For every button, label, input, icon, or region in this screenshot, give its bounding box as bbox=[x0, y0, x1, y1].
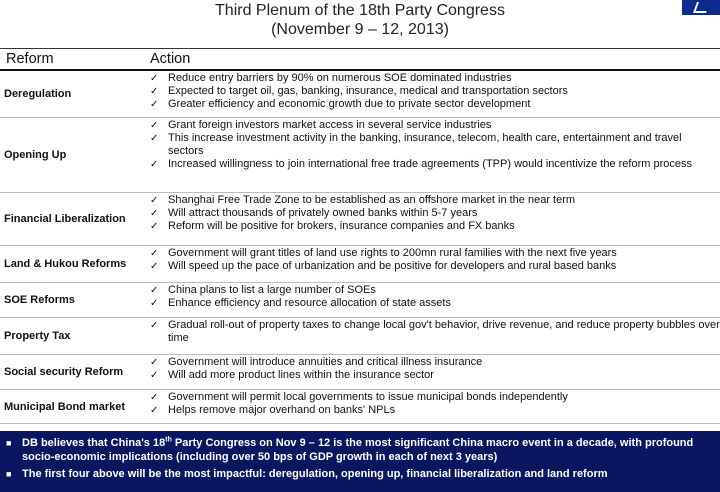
action-text: Government will introduce annuities and critical illness insurance bbox=[168, 356, 483, 368]
check-icon: ✓ bbox=[150, 133, 159, 144]
banner-bullet-1 bbox=[6, 436, 714, 464]
action-item bbox=[150, 72, 720, 85]
action-item bbox=[150, 404, 720, 417]
check-icon: ✓ bbox=[150, 221, 159, 232]
action-list bbox=[142, 193, 720, 245]
header-action: Action bbox=[150, 51, 191, 67]
check-icon: ✓ bbox=[150, 392, 159, 403]
action-item bbox=[150, 194, 720, 207]
banner-text-1: DB believes that China's 18th Party Congress on Nov 9 – 12 is the most significant China macro event in a decade, with profound socio-economic implications (including over 50 bps of GDP growth in each of next 3 years) bbox=[22, 436, 694, 463]
action-item bbox=[150, 158, 720, 171]
action-list bbox=[142, 71, 720, 117]
check-icon: ✓ bbox=[150, 73, 159, 84]
header-reform: Reform bbox=[6, 51, 54, 67]
check-icon: ✓ bbox=[150, 159, 159, 170]
action-item bbox=[150, 98, 720, 111]
page-title: Third Plenum of the 18th Party Congress bbox=[215, 2, 505, 19]
action-item bbox=[150, 220, 720, 233]
action-item bbox=[150, 260, 720, 273]
reform-table bbox=[0, 48, 720, 424]
action-item bbox=[150, 247, 720, 260]
check-icon: ✓ bbox=[150, 86, 159, 97]
action-text: Grant foreign investors market access in several service industries bbox=[168, 119, 492, 131]
action-text: China plans to list a large number of SOEs bbox=[168, 284, 376, 296]
action-text: Reform will be positive for brokers, insurance companies and FX banks bbox=[168, 220, 515, 232]
action-text: Shanghai Free Trade Zone to be established as an offshore market in the near term bbox=[168, 194, 576, 206]
action-list bbox=[142, 355, 720, 389]
action-item bbox=[150, 119, 720, 132]
action-item bbox=[150, 85, 720, 98]
table-header bbox=[0, 48, 720, 71]
action-text: Increased willingness to join international free trade agreements (TPP) would incentivize the reform process bbox=[168, 158, 692, 170]
table-row bbox=[0, 71, 720, 118]
action-item bbox=[150, 297, 720, 310]
check-icon: ✓ bbox=[150, 195, 159, 206]
check-icon: ✓ bbox=[150, 320, 159, 331]
check-icon: ✓ bbox=[150, 120, 159, 131]
action-text: Helps remove major overhand on banks' NPLs bbox=[168, 404, 396, 416]
action-text: This increase investment activity in the banking, insurance, telecom, health care, entertainment and travel sectors bbox=[168, 132, 682, 157]
reform-name: Property Tax bbox=[4, 330, 71, 342]
check-icon: ✓ bbox=[150, 285, 159, 296]
action-item bbox=[150, 369, 720, 382]
table-row bbox=[0, 390, 720, 424]
check-icon: ✓ bbox=[150, 357, 159, 368]
action-list bbox=[142, 246, 720, 282]
action-text: Greater efficiency and economic growth due to private sector development bbox=[168, 98, 531, 110]
table-body bbox=[0, 71, 720, 424]
square-bullet-icon: ■ bbox=[6, 469, 12, 479]
action-item bbox=[150, 284, 720, 297]
action-text: Will attract thousands of privately owned banks within 5-7 years bbox=[168, 207, 478, 219]
action-text: Expected to target oil, gas, banking, insurance, medical and transportation sectors bbox=[168, 85, 568, 97]
check-icon: ✓ bbox=[150, 405, 159, 416]
table-row bbox=[0, 318, 720, 355]
check-icon: ✓ bbox=[150, 99, 159, 110]
reform-name: Financial Liberalization bbox=[4, 213, 126, 225]
action-text: Government will grant titles of land use rights to 200mn rural families with the next five years bbox=[168, 247, 617, 259]
action-item bbox=[150, 356, 720, 369]
action-text: Government will permit local governments to issue municipal bonds independently bbox=[168, 391, 568, 403]
reform-name: Social security Reform bbox=[4, 366, 124, 378]
check-icon: ✓ bbox=[150, 298, 159, 309]
table-row bbox=[0, 193, 720, 246]
reform-name: Opening Up bbox=[4, 149, 67, 161]
action-item bbox=[150, 207, 720, 220]
action-text: Reduce entry barriers by 90% on numerous SOE dominated industries bbox=[168, 72, 512, 84]
check-icon: ✓ bbox=[150, 248, 159, 259]
action-text: Will add more product lines within the insurance sector bbox=[168, 369, 434, 381]
action-text: Gradual roll-out of property taxes to change local gov't behavior, drive revenue, and reduce property bubbles over time bbox=[168, 319, 720, 344]
page-subtitle: (November 9 – 12, 2013) bbox=[271, 21, 449, 38]
banner-bullet-2 bbox=[6, 467, 714, 481]
action-list bbox=[142, 283, 720, 317]
reform-name: SOE Reforms bbox=[4, 294, 75, 306]
action-item bbox=[150, 319, 720, 345]
table-row bbox=[0, 355, 720, 390]
action-text: Will speed up the pace of urbanization and be positive for developers and rural based banks bbox=[168, 260, 617, 272]
check-icon: ✓ bbox=[150, 370, 159, 381]
action-list bbox=[142, 118, 720, 192]
action-list bbox=[142, 390, 720, 423]
reform-name: Municipal Bond market bbox=[4, 400, 126, 413]
table-row bbox=[0, 283, 720, 318]
reform-name: Deregulation bbox=[4, 88, 72, 100]
action-item bbox=[150, 391, 720, 404]
action-list bbox=[142, 318, 720, 354]
banner-text-2: The first four above will be the most impactful: deregulation, opening up, financial liberalization and land reform bbox=[22, 468, 608, 480]
action-item bbox=[150, 132, 720, 158]
check-icon: ✓ bbox=[150, 261, 159, 272]
square-bullet-icon: ■ bbox=[6, 438, 12, 448]
action-text: Enhance efficiency and resource allocation of state assets bbox=[168, 297, 451, 309]
reform-name: Land & Hukou Reforms bbox=[4, 258, 127, 270]
table-row bbox=[0, 118, 720, 193]
check-icon: ✓ bbox=[150, 208, 159, 219]
table-row bbox=[0, 246, 720, 283]
conclusion-banner bbox=[0, 431, 720, 492]
